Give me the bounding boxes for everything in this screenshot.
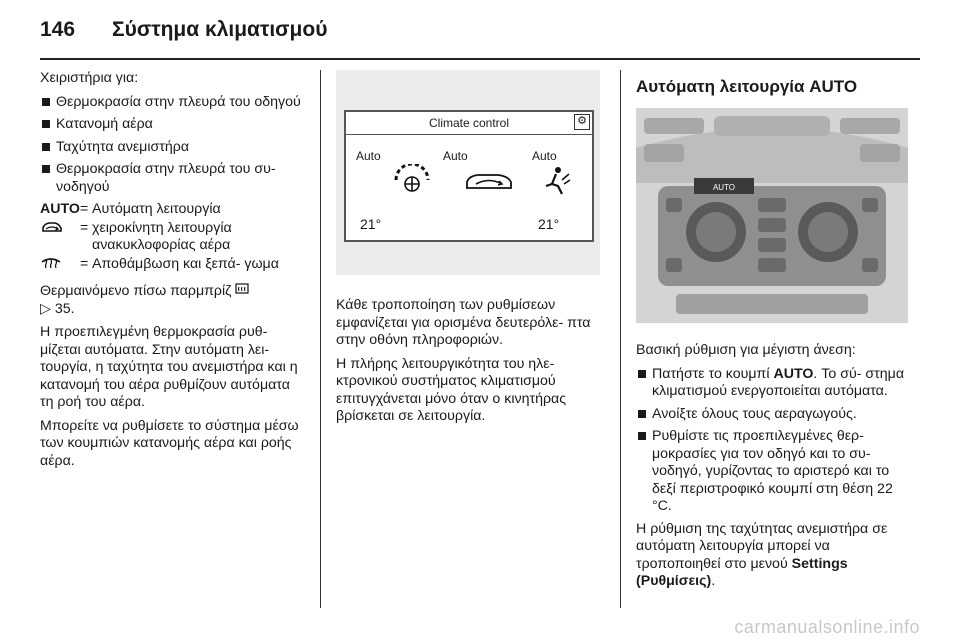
- column-right: [636, 70, 916, 597]
- symbol-legend: [40, 201, 302, 275]
- controls-intro: Χειριστήρια για:: [40, 70, 139, 86]
- defrost-icon: [40, 256, 80, 276]
- list-item: Θερμοκρασία στην πλευρά του οδηγού: [40, 94, 302, 112]
- paragraph: Βασική ρύθμιση για μέγιστη άνεση:: [636, 342, 856, 358]
- page-title: Σύστημα κλιματισμού: [112, 18, 328, 41]
- temp-right: 21°: [538, 216, 560, 232]
- paragraph: Μπορείτε να ρυθμίσετε το σύστημα μέσω των κουμπιών κατανομής αέρα και ροής αέρα.: [40, 417, 299, 469]
- auto-steps-list: [636, 366, 916, 516]
- page-reference-icon: ▷: [40, 300, 51, 317]
- page-reference[interactable]: 35.: [54, 300, 75, 317]
- column-divider: [320, 70, 321, 608]
- list-item: Ρυθμίστε τις προεπιλεγμένες θερ- μοκρασίες για τον οδηγό και το συ- νοδηγό, γυρίζοντας το αριστερό και το δεξί περιστροφικό κουμπί στη θέση 22 °C.: [636, 428, 916, 516]
- air-distribution-icon: [542, 164, 572, 196]
- bullet-icon: [638, 410, 646, 418]
- column-middle: [336, 70, 604, 432]
- recirculation-car-icon: [464, 170, 514, 192]
- recirculation-icon: [40, 220, 80, 255]
- bullet-icon: [42, 143, 50, 151]
- paragraph: Η πλήρης λειτουργικότητα του ηλε- κτρονικού συστήματος κλιματισμού επιτυγχάνεται μόνο όταν ο κινητήρας βρίσκεται σε λειτουργία.: [336, 355, 567, 424]
- page-header: [40, 18, 327, 52]
- paragraph: Κάθε τροποποίηση των ρυθμίσεων εμφανίζεται για ορισμένα δευτερόλε- πτα στην οθόνη πληροφοριών.: [336, 297, 591, 348]
- auto-label-distribution: Auto: [532, 149, 557, 163]
- bullet-icon: [42, 120, 50, 128]
- paragraph: Η ρύθμιση της ταχύτητας ανεμιστήρα σε αυτόματη λειτουργία μπορεί να τροποποιηθεί στο μενού Settings (Ρυθμίσεις).: [636, 520, 888, 589]
- paragraph: Η προεπιλεγμένη θερμοκρασία ρυθ- μίζεται αυτόματα. Στην αυτόματη λει- τουργία, η ταχύτητα του ανεμιστήρα και η κατανομή του αέρα ρυθμίζουν αυτόματα τη ροή του αέρα.: [40, 324, 298, 410]
- gear-icon: ⚙: [574, 114, 590, 130]
- legend-row-defrost: = Αποθάμβωση και ξεπά- γωμα: [40, 256, 302, 276]
- auto-label-fan: Auto: [356, 149, 381, 163]
- display-title: Climate control: [346, 112, 592, 135]
- rear-window-heater-icon: [235, 283, 249, 299]
- bullet-icon: [638, 432, 646, 440]
- fan-icon: [392, 164, 432, 194]
- column-divider: [620, 70, 621, 608]
- auto-symbol: AUTO: [40, 201, 80, 217]
- list-item: Ταχύτητα ανεμιστήρα: [40, 139, 302, 157]
- header-divider: [40, 58, 920, 60]
- bullet-icon: [42, 165, 50, 173]
- panel-auto-label: AUTO: [712, 182, 736, 192]
- auto-label-recirculation: Auto: [443, 149, 468, 163]
- controls-list: [40, 94, 302, 197]
- list-item: Ανοίξτε όλους τους αεραγωγούς.: [636, 406, 916, 424]
- section-heading: Αυτόματη λειτουργία AUTO: [636, 77, 858, 96]
- temp-left: 21°: [360, 216, 382, 232]
- bullet-icon: [42, 98, 50, 106]
- legend-row-auto: AUTO = Αυτόματη λειτουργία: [40, 201, 221, 217]
- info-display-screen: [344, 110, 594, 242]
- legend-row-recirculation: = χειροκίνητη λειτουργία ανακυκλοφορίας αέρα: [40, 220, 302, 255]
- list-item: Θερμοκρασία στην πλευρά του συ- νοδηγού: [40, 161, 302, 196]
- climate-panel-photo: [636, 108, 908, 323]
- bullet-icon: [638, 370, 646, 378]
- column-left: [40, 70, 302, 476]
- climate-display-illustration: [336, 70, 600, 275]
- heated-rear-window-note: Θερμαινόμενο πίσω παρμπρίζ ▷ 35.: [40, 283, 302, 318]
- list-item: Κατανομή αέρα: [40, 116, 302, 134]
- watermark: carmanualsonline.info: [734, 617, 920, 637]
- list-item: Πατήστε το κουμπί AUTO. Το σύ- στημα κλιματισμού ενεργοποιείται αυτόματα.: [636, 366, 916, 401]
- page-number: 146: [40, 18, 76, 41]
